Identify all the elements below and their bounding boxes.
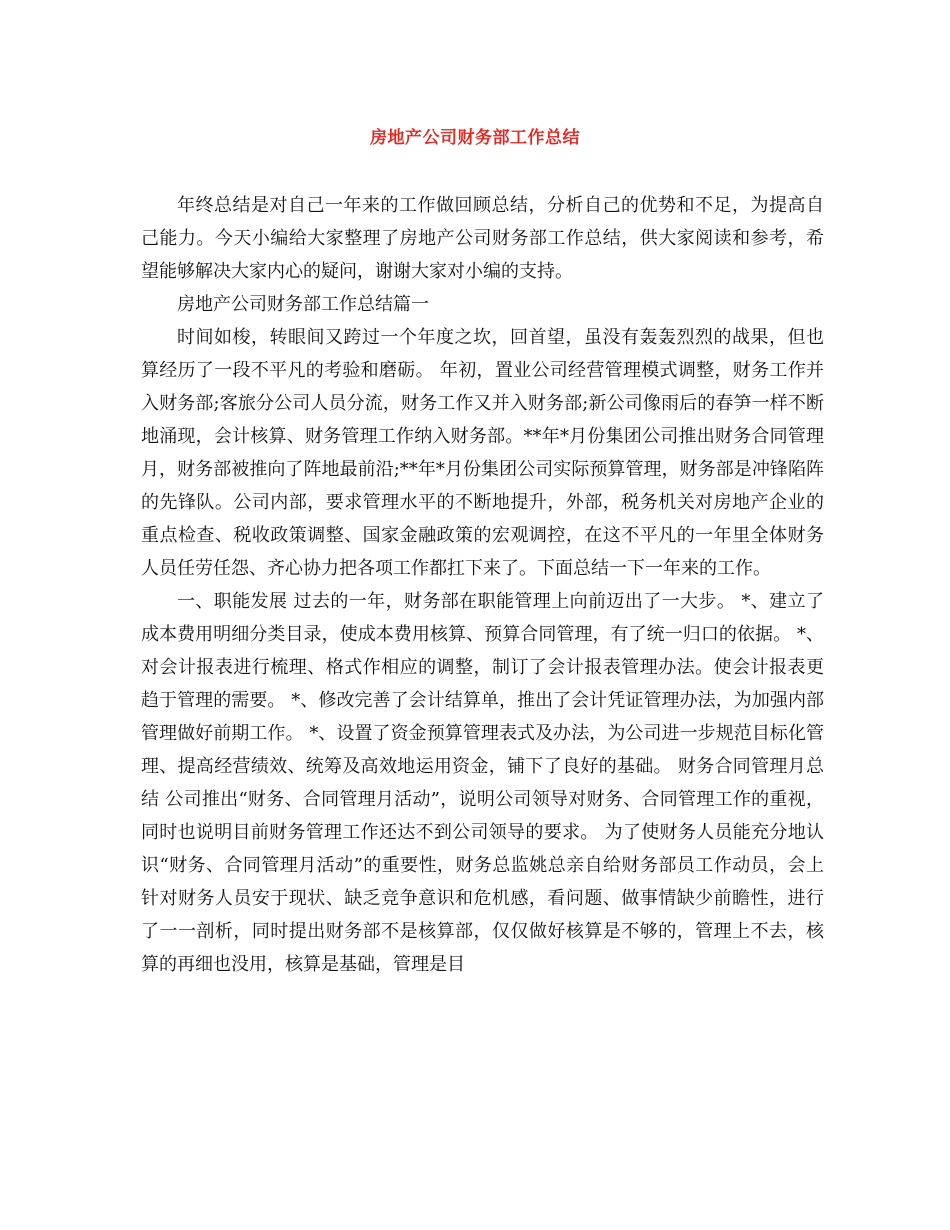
paragraph-function-development: 一、职能发展 过去的一年，财务部在职能管理上向前迈出了一大步。 *、建立了成本费用明细分类目录，使成本费用核算、预算合同管理，有了统一归口的依据。 *、对会计报表进行梳理、格式作相应的调整，制订了会计报表管理办法。使会计报表更趋于管理的需要。 *、修改完善了会计结算单，推出了会计凭证管理办法，为加强内部管理做好前期工作。 *、设置了资金预算管理表式及办法，为公司进一步规范目标化管理、提高经营绩效、统筹及高效地运用资金，铺下了良好的基础。 财务合同管理月总结 公司推出“财务、合同管理月活动”，说明公司领导对财务、合同管理工作的重视，同时也说明目前财务管理工作还达不到公司领导的要求。 为了使财务人员能充分地认识“财务、合同管理月活动”的重要性，财务总监姚总亲自给财务部员工作动员，会上针对财务人员安于现状、缺乏竞争意识和危机感，看问题、做事情缺少前瞻性，进行了一一剖析，同时提出财务部不是核算部，仅仅做好核算是不够的，管理上不去，核算的再细也没用，核算是基础，管理是目 <box>141 591 824 975</box>
paragraph-overview: 时间如梭，转眼间又跨过一个年度之坎，回首望，虽没有轰轰烈烈的战果，但也算经历了一段不平凡的考验和磨砺。 年初，置业公司经营管理模式调整，财务工作并入财务部;客旅分公司人员分流，财务工作又并入财务部;新公司像雨后的春笋一样不断地涌现，会计核算、财务管理工作纳入财务部。**年*月份集团公司推出财务合同管理月，财务部被推向了阵地最前沿;**年*月份集团公司实际预算管理，财务部是冲锋陷阵的先锋队。公司内部，要求管理水平的不断地提升，外部，税务机关对房地产企业的重点检查、税收政策调整、国家金融政策的宏观调控，在这不平凡的一年里全体财务人员任劳任怨、齐心协力把各项工作都扛下来了。下面总结一下一年来的工作。 <box>141 327 824 579</box>
section-heading: 房地产公司财务部工作总结篇一 <box>177 294 429 315</box>
paragraph-intro: 年终总结是对自己一年来的工作做回顾总结，分析自己的优势和不足，为提高自己能力。今天小编给大家整理了房地产公司财务部工作总结，供大家阅读和参考，希望能够解决大家内心的疑问，谢谢大家对小编的支持。 <box>141 195 824 282</box>
document-body <box>141 189 824 981</box>
document-title: 房地产公司财务部工作总结 <box>370 128 580 148</box>
